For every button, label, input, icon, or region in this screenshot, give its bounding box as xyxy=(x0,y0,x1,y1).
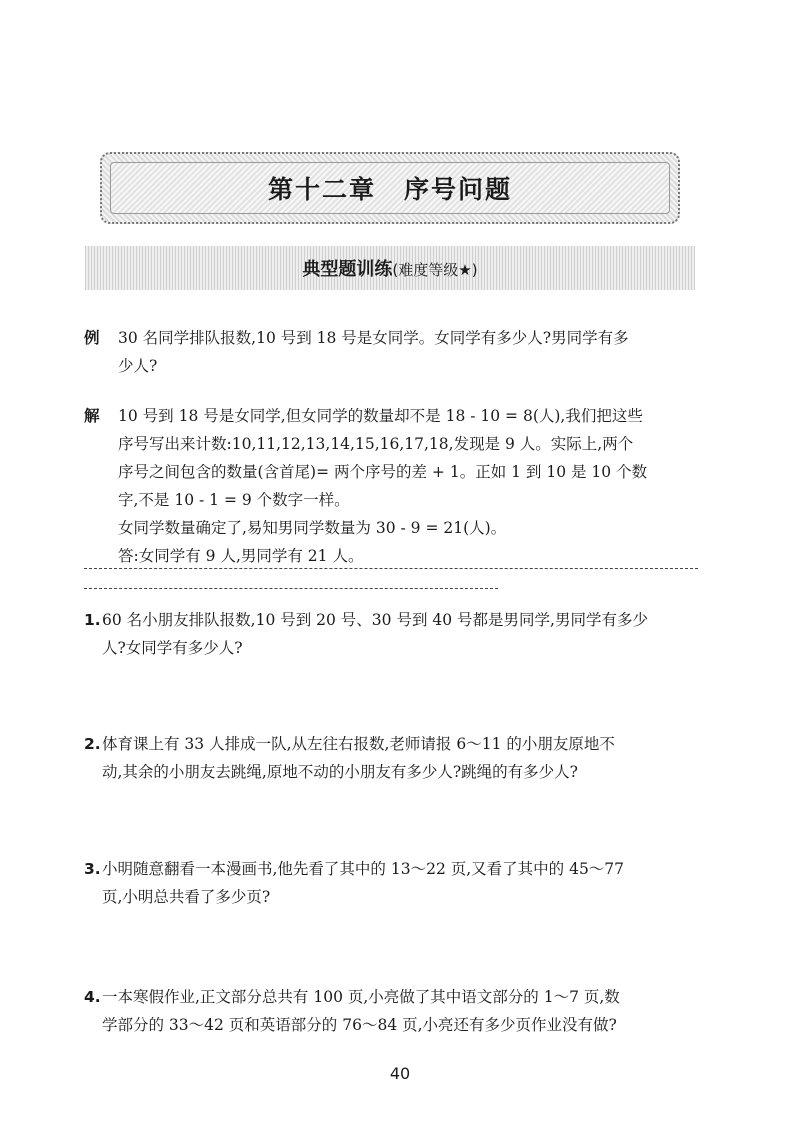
problem-number: 4. xyxy=(84,988,101,1006)
problem-line: 学部分的 33～42 页和英语部分的 76～84 页,小亮还有多少页作业没有做? xyxy=(102,1016,617,1034)
section-header xyxy=(85,246,695,290)
solution-line: 10 号到 18 号是女同学,但女同学的数量却不是 18 - 10 = 8(人),我们把这些 xyxy=(118,407,643,425)
section-name: 典型题训练 xyxy=(302,259,393,280)
problem-number: 1. xyxy=(84,611,101,629)
divider-dashed xyxy=(84,568,698,569)
problem-line: 页,小明总共看了多少页? xyxy=(102,888,271,906)
example-block xyxy=(84,324,704,380)
example-line: 少人? xyxy=(118,357,158,375)
solution-tag: 解 xyxy=(84,407,100,425)
solution-line: 女同学数量确定了,易知男同学数量为 30 - 9 = 21(人)。 xyxy=(118,519,507,537)
chapter-title xyxy=(268,170,512,206)
chapter-banner xyxy=(100,152,680,224)
problem-line: 60 名小朋友排队报数,10 号到 20 号、30 号到 40 号都是男同学,男同学有多少 xyxy=(102,611,648,629)
example-line: 30 名同学排队报数,10 号到 18 号是女同学。女同学有多少人?男同学有多 xyxy=(118,329,629,347)
problem-line: 一本寒假作业,正文部分总共有 100 页,小亮做了其中语文部分的 1～7 页,数 xyxy=(102,988,620,1006)
problem-line: 体育课上有 33 人排成一队,从左往右报数,老师请报 6～11 的小朋友原地不 xyxy=(102,735,615,753)
solution-line: 字,不是 10 - 1 = 9 个数字一样。 xyxy=(118,491,350,509)
problem-2 xyxy=(84,730,704,786)
example-tag: 例 xyxy=(84,329,100,347)
problem-number: 2. xyxy=(84,735,101,753)
problem-number: 3. xyxy=(84,860,101,878)
solution-line: 序号写出来计数:10,11,12,13,14,15,16,17,18,发现是 9 人。实际上,两个 xyxy=(118,435,634,453)
solution-block xyxy=(84,402,704,570)
solution-line: 序号之间包含的数量(含首尾)= 两个序号的差 + 1。正如 1 到 10 是 10 个数 xyxy=(118,463,648,481)
section-title xyxy=(302,255,477,281)
chapter-name: 序号问题 xyxy=(404,175,513,204)
problem-3 xyxy=(84,855,704,911)
chapter-number: 第十二章 xyxy=(267,175,376,204)
problem-line: 人?女同学有多少人? xyxy=(102,639,243,657)
problem-1 xyxy=(84,606,704,662)
solution-text xyxy=(118,402,704,570)
problem-4 xyxy=(84,983,704,1039)
solution-line: 答:女同学有 9 人,男同学有 21 人。 xyxy=(118,547,364,565)
example-text xyxy=(118,324,704,380)
problem-line: 动,其余的小朋友去跳绳,原地不动的小朋友有多少人?跳绳的有多少人? xyxy=(102,763,578,781)
difficulty-label: (难度等级★) xyxy=(392,261,478,279)
divider-dashed xyxy=(84,588,498,589)
page-number: 40 xyxy=(389,1064,411,1083)
problem-line: 小明随意翻看一本漫画书,他先看了其中的 13～22 页,又看了其中的 45～77 xyxy=(102,860,625,878)
